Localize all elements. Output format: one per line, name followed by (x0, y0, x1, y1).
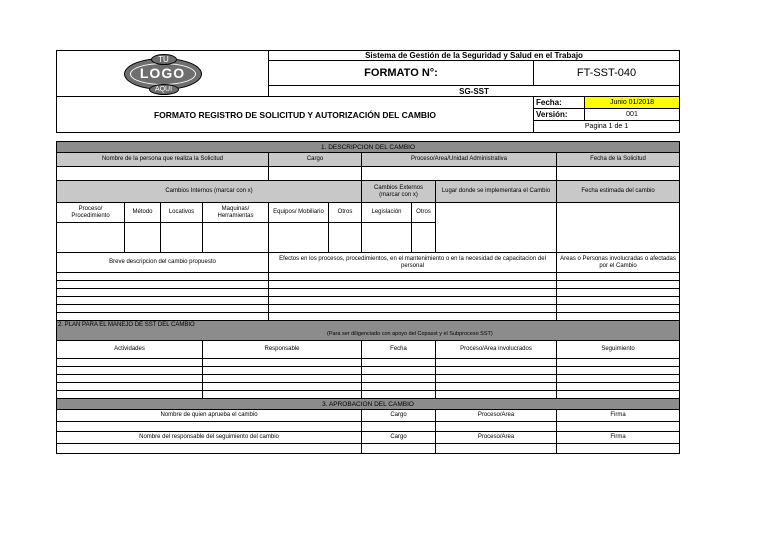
lugar-input[interactable] (436, 203, 557, 253)
seguimiento-cell[interactable] (557, 359, 680, 367)
col-actividades: Actividades (57, 341, 203, 359)
descripcion-row[interactable] (57, 297, 269, 305)
formato-code: FT-SST-040 (534, 61, 680, 86)
areas-row[interactable] (557, 273, 680, 281)
seguimiento-cargo-input[interactable] (362, 444, 436, 454)
actividad-cell[interactable] (57, 375, 203, 383)
seguimiento-nombre-label: Nombre del responsable del seguimiento del cambio (57, 432, 362, 444)
aprobador-proceso-input[interactable] (436, 422, 557, 432)
system-title: Sistema de Gestión de la Seguridad y Salud en el Trabajo (269, 51, 680, 61)
version-value: 001 (585, 109, 680, 121)
fecha-cell[interactable] (362, 383, 436, 391)
cargo-input[interactable] (269, 167, 362, 181)
col-solicitante: Nombre de la persona que realiza la Solicitud (57, 153, 269, 167)
seguimiento-cell[interactable] (557, 383, 680, 391)
section-2-note: (Para ser diligenciado con apoyo del Copasst y el Subproceso SST) (327, 331, 493, 337)
col-fecha-solicitud: Fecha de la Solicitud (557, 153, 680, 167)
fecha-cell[interactable] (362, 391, 436, 399)
areas-row[interactable] (557, 297, 680, 305)
actividad-cell[interactable] (57, 367, 203, 375)
section-2-header (57, 321, 680, 341)
fecha-estimada-input[interactable] (557, 203, 680, 253)
areas-row[interactable] (557, 289, 680, 297)
efectos-row[interactable] (269, 313, 557, 321)
sub-maquinas: Maquinas/ Herramientas (203, 203, 269, 223)
check-maquinas[interactable] (203, 223, 269, 253)
col-proceso-involucrados: Proceso/Area involucrados (436, 341, 557, 359)
seguimiento-nombre-input[interactable] (57, 444, 362, 454)
proceso-cell[interactable] (436, 383, 557, 391)
sg-sst-label: SG-SST (269, 86, 680, 97)
efectos-row[interactable] (269, 273, 557, 281)
fecha-solicitud-input[interactable] (557, 167, 680, 181)
seguimiento-cell[interactable] (557, 367, 680, 375)
sub-otros-externos: Otros (412, 203, 436, 223)
check-legislacion[interactable] (362, 223, 412, 253)
aprobador-nombre-label: Nombre de quien aprueba el cambio (57, 410, 362, 422)
logo-cell (57, 51, 269, 97)
solicitante-input[interactable] (57, 167, 269, 181)
proceso-area-input[interactable] (362, 167, 557, 181)
sub-metodo: Método (125, 203, 161, 223)
col-seguimiento: Seguimiento (557, 341, 680, 359)
cambios-internos-header: Cambios Internos (marcar con x) (57, 181, 362, 203)
aprobador-cargo-label: Cargo (362, 410, 436, 422)
cambios-externos-header: Cambios Externos (marcar con x) (362, 181, 436, 203)
form-body (56, 141, 680, 454)
descripcion-row[interactable] (57, 313, 269, 321)
document-title: FORMATO REGISTRO DE SOLICITUD Y AUTORIZACIÓN DEL CAMBIO (57, 97, 534, 133)
efectos-row[interactable] (269, 297, 557, 305)
check-equipos[interactable] (269, 223, 329, 253)
areas-header: Areas o Personas involucradas o afectadas por el Cambio (557, 253, 680, 273)
section-1-title: 1. DESCRIPCION DEL CAMBIO (57, 142, 680, 153)
sub-equipos: Equipos/ Mobiliario (269, 203, 329, 223)
proceso-cell[interactable] (436, 391, 557, 399)
proceso-cell[interactable] (436, 367, 557, 375)
section-3-title: 3. APROBACION DEL CAMBIO (57, 399, 680, 410)
proceso-cell[interactable] (436, 359, 557, 367)
version-label: Versión: (534, 109, 585, 121)
responsable-cell[interactable] (203, 391, 362, 399)
descripcion-row[interactable] (57, 305, 269, 313)
proceso-cell[interactable] (436, 375, 557, 383)
check-metodo[interactable] (125, 223, 161, 253)
sub-legislacion: Legislación (362, 203, 412, 223)
sub-locativos: Locativos (161, 203, 203, 223)
fecha-value: Junio 01/2018 (585, 97, 680, 109)
seguimiento-proceso-input[interactable] (436, 444, 557, 454)
efectos-row[interactable] (269, 281, 557, 289)
areas-row[interactable] (557, 281, 680, 289)
responsable-cell[interactable] (203, 359, 362, 367)
form-header (56, 50, 680, 133)
fecha-cell[interactable] (362, 367, 436, 375)
fecha-estimada-header: Fecha estimada del cambio (557, 181, 680, 203)
fecha-cell[interactable] (362, 375, 436, 383)
col-responsable: Responsable (203, 341, 362, 359)
aprobador-proceso-label: Proceso/Area (436, 410, 557, 422)
responsable-cell[interactable] (203, 367, 362, 375)
company-logo: TU LOGO AQUI (124, 54, 202, 92)
col-proceso-area: Proceso/Area/Unidad Administrativa (362, 153, 557, 167)
areas-row[interactable] (557, 313, 680, 321)
aprobador-firma-label: Firma (557, 410, 680, 422)
seguimiento-proceso-label: Proceso/Area (436, 432, 557, 444)
fecha-cell[interactable] (362, 359, 436, 367)
page-number: Pagina 1 de 1 (534, 121, 680, 133)
col-cargo: Cargo (269, 153, 362, 167)
formato-label: FORMATO N°: (269, 61, 534, 86)
efectos-header: Efectos en los procesos, procedimientos, en el mantenimiento o en la necesidad de capacitacion del personal (269, 253, 557, 273)
actividad-cell[interactable] (57, 359, 203, 367)
seguimiento-firma-label: Firma (557, 432, 680, 444)
fecha-label: Fecha: (534, 97, 585, 109)
sub-proceso: Proceso/ Procedimiento (57, 203, 125, 223)
responsable-cell[interactable] (203, 375, 362, 383)
descripcion-row[interactable] (57, 273, 269, 281)
areas-row[interactable] (557, 305, 680, 313)
descripcion-row[interactable] (57, 289, 269, 297)
efectos-row[interactable] (269, 305, 557, 313)
seguimiento-cargo-label: Cargo (362, 432, 436, 444)
seguimiento-firma-input[interactable] (557, 444, 680, 454)
check-otros-externos[interactable] (412, 223, 436, 253)
lugar-header: Lugar donde se implementara el Cambio (436, 181, 557, 203)
breve-descripcion-header: Breve descripcion del cambio propuesto (57, 253, 269, 273)
actividad-cell[interactable] (57, 383, 203, 391)
seguimiento-cell[interactable] (557, 391, 680, 399)
check-otros-internos[interactable] (329, 223, 362, 253)
sub-otros-internos: Otros (329, 203, 362, 223)
check-locativos[interactable] (161, 223, 203, 253)
check-proceso[interactable] (57, 223, 125, 253)
aprobador-nombre-input[interactable] (57, 422, 362, 432)
col-fecha: Fecha (362, 341, 436, 359)
actividad-cell[interactable] (57, 391, 203, 399)
responsable-cell[interactable] (203, 383, 362, 391)
section-2-title: 2. PLAN PARA EL MANEJO DE SST DEL CAMBIO (58, 322, 195, 328)
efectos-row[interactable] (269, 289, 557, 297)
aprobador-firma-input[interactable] (557, 422, 680, 432)
aprobador-cargo-input[interactable] (362, 422, 436, 432)
seguimiento-cell[interactable] (557, 375, 680, 383)
change-request-form (56, 50, 679, 454)
descripcion-row[interactable] (57, 281, 269, 289)
